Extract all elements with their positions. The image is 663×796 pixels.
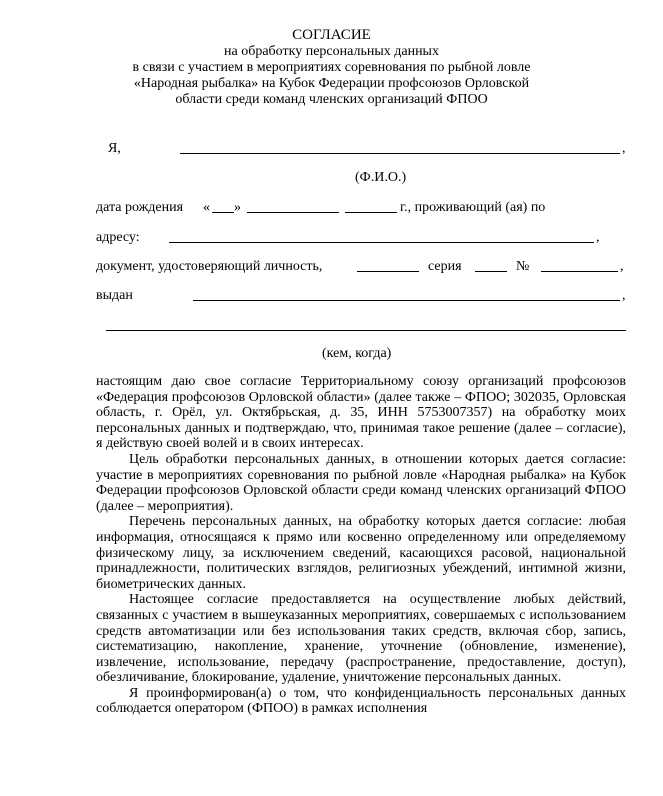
consent-body — [96, 374, 626, 717]
document-subtitle-line-2: в связи с участием в мероприятиях соревнования по рыбной ловле — [132, 60, 531, 75]
fio-comma: , — [622, 141, 626, 156]
paragraph-confidentiality: Я проинформирован(а) о том, что конфиденциальность персональных данных соблюдается оператором (ФПОО) в рамках исполнения — [96, 685, 626, 717]
id-document-label: документ, удостоверяющий личность, — [96, 259, 323, 274]
dob-label: дата рождения — [96, 200, 184, 215]
address-field-line[interactable] — [169, 242, 594, 243]
number-field-line[interactable] — [541, 271, 618, 272]
dob-month-field-line[interactable] — [247, 212, 339, 213]
paragraph-data-list: Перечень персональных данных, на обработку которых дается согласие: любая информация, относящаяся к прямо или косвенно определенному или определяемому физическому лицу, за исключением сведений, касающихся расовой, национальной принадлежности, политических взглядов, религиозных убеждений, интимной жизни, биометрических данных. — [96, 514, 626, 592]
address-comma: , — [596, 230, 600, 245]
document-subtitle-line-4: области среди команд членских организаций ФПОО — [175, 92, 488, 107]
fio-hint: (Ф.И.О.) — [355, 170, 407, 185]
address-label: адресу: — [96, 230, 140, 245]
id-document-type-field-line[interactable] — [357, 271, 419, 272]
number-label: № — [516, 259, 530, 274]
document-title: СОГЛАСИЕ — [292, 27, 371, 43]
issued-comma: , — [622, 288, 626, 303]
dob-quote-close: » — [234, 200, 241, 215]
series-field-line[interactable] — [475, 271, 507, 272]
i-label: Я, — [108, 141, 121, 156]
issued-field-line-2[interactable] — [106, 330, 626, 331]
number-comma: , — [620, 259, 624, 274]
paragraph-processing-purpose: Цель обработки персональных данных, в отношении которых дается согласие: участие в мероприятиях соревнования по рыбной ловле «Народная рыбалка» на Кубок Федерации профсоюзов Орловской области среди команд членских организаций ФПОО (далее – мероприятия). — [96, 451, 626, 514]
series-label: серия — [428, 259, 462, 274]
dob-year-field-line[interactable] — [345, 212, 397, 213]
issued-label: выдан — [96, 288, 133, 303]
document-subtitle-line-1: на обработку персональных данных — [224, 44, 439, 59]
fio-field-line[interactable] — [180, 153, 620, 154]
issued-field-line-1[interactable] — [193, 300, 620, 301]
issued-hint: (кем, когда) — [322, 346, 392, 361]
paragraph-actions-scope: Настоящее согласие предоставляется на осуществление любых действий, связанных с участием в вышеуказанных мероприятиях, совершаемых с использованием средств автоматизации или без использования таких средств, включая сбор, запись, систематизацию, накопление, хранение, уточнение (обновление, изменение), извлечение, использование, передачу (распространение, предоставление, доступ), обезличивание, блокирование, удаление, уничтожение персональных данных. — [96, 592, 626, 686]
dob-day-field-line[interactable] — [212, 212, 234, 213]
residence-label: г., проживающий (ая) по — [400, 200, 546, 215]
paragraph-consent-given: настоящим даю свое согласие Территориальному союзу организаций профсоюзов «Федерация профсоюзов Орловской области» (далее также – ФПОО; 302035, Орловская область, г. Орёл, ул. Октябрьская, д. 35, ИНН 5753007357) на обработку моих персональных данных и подтверждаю, что, принимая такое решение (далее – согласие), я действую своей волей и в своих интересах. — [96, 374, 626, 452]
document-subtitle-line-3: «Народная рыбалка» на Кубок Федерации профсоюзов Орловской — [133, 76, 530, 91]
dob-quote-open: « — [203, 200, 210, 215]
